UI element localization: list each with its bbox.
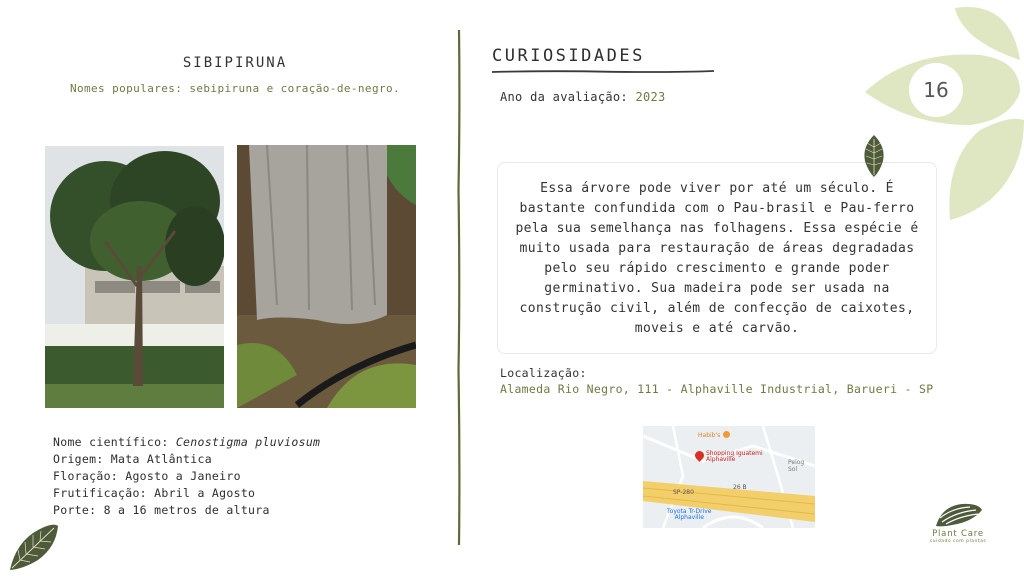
popular-names: Nomes populares: sebipiruna e coração-de-negro. [69,82,401,95]
location-label: Localização: [500,366,587,380]
plant-care-logo [920,502,996,552]
map-label-pelog: Pelog Sol [788,459,805,473]
logo-leaf-icon [932,502,984,528]
logo-tagline: cuidado com plantas [929,539,987,544]
tree-facts [53,434,320,519]
food-pin-icon [723,431,730,438]
year-label: Ano da avaliação: [500,90,636,104]
heading-underline [492,69,714,74]
size-line: Porte: 8 a 16 metros de altura [53,503,270,517]
origin-line: Origem: Mata Atlântica [53,452,212,466]
location-address: Alameda Rio Negro, 111 - Alphaville Industrial, Barueri - SP [500,382,934,396]
scientific-name-label: Nome científico: [53,435,176,449]
map-road-label-2: SP-280 [673,489,694,496]
map-road-label-1: 26 B [733,484,747,491]
map-label-shopping [706,451,763,463]
corner-leaf-icon [8,522,60,572]
map-label-shopping-line1: Shopping Iguatemi [706,450,763,457]
tree-photo [45,146,224,408]
scientific-name-line [53,434,320,451]
map-label-toyota-line2: Alphaville [674,514,704,521]
map-label-toyota [667,509,712,521]
map-label-toyota-line1: Toyota Tr-Drive [667,508,712,515]
logo-name: Plant Care [932,529,984,539]
tree-name: SIBIPIRUNA [182,55,288,71]
map-label-habibs: Habib's [698,432,721,439]
location-map[interactable] [643,426,815,528]
curiosities-text: Essa árvore pode viver por até um século. É bastante confundida com o Pau-brasil e Pau-ferro pela sua semelhança nas folhagens. Essa espécie é muito usada para restauração de áreas degradadas pelo seu rápido crescimento e grande poder germinativo. Sua madeira pode ser usada na construção civil, além de confecção de caixotes, moveis e até carvão. [515,181,919,336]
evaluation-year [500,90,666,104]
map-label-shopping-line2: Alphaville [706,456,736,463]
year-value: 2023 [635,90,666,104]
curiosities-heading: CURIOSIDADES [492,46,645,66]
leaf-icon [862,135,886,177]
scientific-name-value: Cenostigma pluviosum [175,435,321,449]
page-number: 16 [909,63,963,117]
fruiting-line: Frutificação: Abril a Agosto [53,486,256,500]
trunk-photo [237,145,416,408]
column-divider [455,30,463,545]
flowering-line: Floração: Agosto a Janeiro [53,469,241,483]
